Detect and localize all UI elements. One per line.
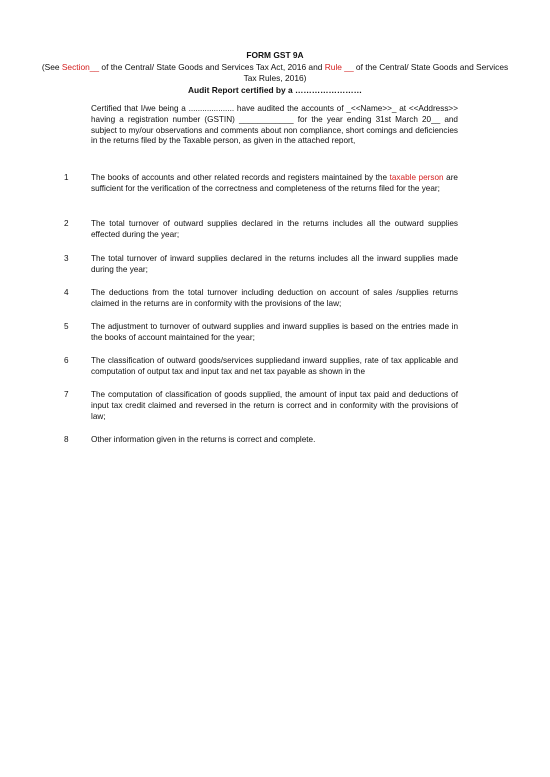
- audit-report-heading: Audit Report certified by a ……………………: [187, 85, 363, 95]
- subtitle-part-1: (See: [41, 62, 62, 72]
- list-item: [64, 356, 458, 378]
- item-text: [91, 173, 458, 195]
- taxable-person-highlight: taxable person: [389, 173, 444, 182]
- list-item: [64, 288, 458, 310]
- item-number: 4: [64, 288, 69, 297]
- item-number: 2: [64, 219, 69, 228]
- item-number: 8: [64, 435, 69, 444]
- list-item: [64, 390, 458, 422]
- list-item: [64, 322, 458, 344]
- item-text: Other information given in the returns is correct and complete.: [91, 435, 316, 444]
- list-item: [64, 254, 458, 276]
- list-item: [64, 435, 458, 446]
- item-number: 5: [64, 322, 69, 331]
- item-text-part-1: The books of accounts and other related records and registers maintained by the: [91, 173, 390, 182]
- subtitle-part-3: of the Central/ State Goods and Services Tax Rules, 2016): [243, 62, 509, 83]
- item-text-part-2: are sufficient for the verification of the correctness and completeness of the returns filed for the year;: [91, 173, 458, 193]
- item-text: The classification of outward goods/services suppliedand inward supplies, rate of tax applicable and computation of output tax and input tax and net tax payable as shown in the: [91, 356, 458, 376]
- list-item: [64, 173, 458, 195]
- rule-reference: Rule __: [324, 62, 354, 72]
- item-text: The total turnover of inward supplies declared in the returns includes all the inward supplies made during the year;: [91, 254, 458, 274]
- item-text: The deductions from the total turnover including deduction on account of sales /supplies returns claimed in the returns are in conformity with the provisions of the law;: [91, 288, 458, 308]
- section-reference: Section__: [61, 62, 100, 72]
- list-item: [64, 219, 458, 241]
- form-subtitle: [40, 62, 510, 84]
- form-title: FORM GST 9A: [246, 50, 304, 60]
- item-text: The adjustment to turnover of outward supplies and inward supplies is based on the entries made in the books of account maintained for the year;: [91, 322, 458, 342]
- item-number: 1: [64, 173, 69, 182]
- certification-paragraph: Certified that I/we being a .................... have audited the accounts of _<<Name>>_ at <<Address>> having a registration number (GSTIN) ____________ for the year ending 31st March 20__ and subject to my/our observations and comments about non compliance, short comings and deficiencies in the returns filed by the Taxable person, as given in the attached report,: [91, 104, 458, 146]
- subtitle-part-2: of the Central/ State Goods and Services Tax Act, 2016 and: [99, 62, 325, 72]
- item-number: 3: [64, 254, 69, 263]
- item-number: 7: [64, 390, 69, 399]
- item-number: 6: [64, 356, 69, 365]
- item-text: The total turnover of outward supplies declared in the returns includes all the outward supplies effected during the year;: [91, 219, 458, 239]
- item-text: The computation of classification of goods supplied, the amount of input tax paid and deductions of input tax credit claimed and reversed in the return is correct and in conformity with the provisions of law;: [91, 390, 458, 421]
